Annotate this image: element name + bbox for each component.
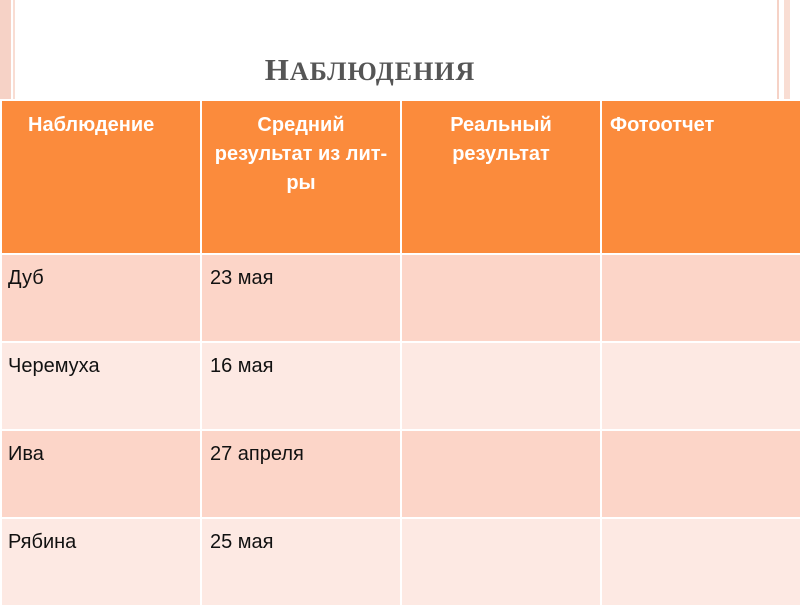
cell-plant: Ива <box>1 430 201 518</box>
table-row <box>1 254 800 342</box>
cell-plant: Черемуха <box>1 342 201 430</box>
header-literature-result: Средний результат из лит-ры <box>201 100 401 254</box>
cell-real-result <box>401 430 601 518</box>
slide-title-rest: АБЛЮДЕНИЯ <box>289 57 476 86</box>
cell-literature-date: 16 мая <box>201 342 401 430</box>
header-observation: Наблюдение <box>1 100 201 254</box>
table-row <box>1 518 800 606</box>
cell-real-result <box>401 518 601 606</box>
decorative-border-right <box>777 0 779 100</box>
decorative-border-right-inner <box>784 0 790 100</box>
cell-literature-date: 25 мая <box>201 518 401 606</box>
cell-photo-report <box>601 518 800 606</box>
observations-table <box>0 99 800 607</box>
slide-title <box>0 52 740 88</box>
table-row <box>1 342 800 430</box>
slide-title-cap: Н <box>264 52 290 87</box>
cell-photo-report <box>601 254 800 342</box>
cell-literature-date: 23 мая <box>201 254 401 342</box>
header-real-result: Реальный результат <box>401 100 601 254</box>
cell-plant: Рябина <box>1 518 201 606</box>
cell-real-result <box>401 342 601 430</box>
cell-plant: Дуб <box>1 254 201 342</box>
cell-literature-date: 27 апреля <box>201 430 401 518</box>
cell-real-result <box>401 254 601 342</box>
table-header-row <box>1 100 800 254</box>
header-photo-report: Фотоотчет <box>601 100 800 254</box>
cell-photo-report <box>601 430 800 518</box>
table-row <box>1 430 800 518</box>
cell-photo-report <box>601 342 800 430</box>
